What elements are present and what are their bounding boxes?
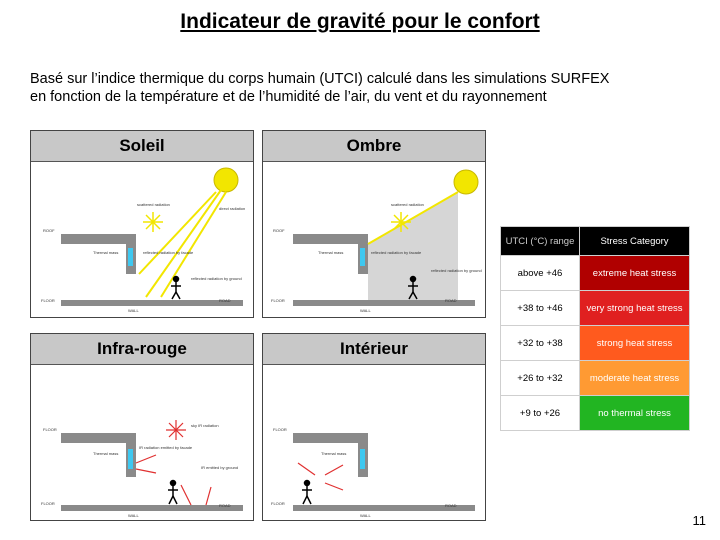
soleil-diagram [31,162,253,317]
label-wall: WALL [128,308,139,313]
panel-interieur-title: Intérieur [263,334,485,365]
label-direct: direct radiation [219,206,246,211]
label-thermal-mass: Thermal mass [318,250,344,255]
label-wall: WALL [360,513,371,518]
stress-range: +9 to +26 [501,396,580,431]
panel-infrarouge-title: Infra-rouge [31,334,253,365]
label-floor: FLOOR [41,501,55,506]
label-road: ROAD [445,298,457,303]
label-thermal-mass: Thermal mass [93,250,119,255]
utci-stress-table [500,226,690,431]
person-icon [168,481,178,505]
scatter-star-icon [143,212,163,232]
label-reflected-facade: reflected radiation by facade [371,250,422,255]
stress-row [501,396,690,431]
ground-slab [61,300,243,306]
page-number: 11 [692,513,706,528]
slide-subtitle [30,70,700,106]
stress-category: no thermal stress [580,396,690,431]
label-scattered: scattered radiation [137,202,170,207]
header-range: UTCI (°C) range [501,227,580,256]
window [128,248,133,266]
slide-title: Indicateur de gravité pour le confort [180,10,540,33]
ir-arrows-icon [298,463,343,490]
subtitle-line-1: Basé sur l’indice thermique du corps humain (UTCI) calculé dans les simulations SURFEX [30,71,610,87]
label-reflected-ground: reflected radiation by ground [431,268,482,273]
label-road: ROAD [219,503,231,508]
infrarouge-diagram [31,365,253,520]
sun-icon [454,170,478,194]
person-icon [302,481,312,505]
label-roof: ROOF [273,228,285,233]
stress-category: moderate heat stress [580,361,690,396]
stress-range: +32 to +38 [501,326,580,361]
label-floor-top: FLOOR [43,427,57,432]
label-wall: WALL [128,513,139,518]
label-ir-ground: IR emitted by ground [201,465,239,470]
panel-ombre [262,130,486,318]
label-roof: ROOF [43,228,55,233]
label-floor: FLOOR [271,298,285,303]
stress-table-header [501,227,690,256]
panel-soleil [30,130,254,318]
stress-row [501,326,690,361]
stress-category: strong heat stress [580,326,690,361]
roof-slab [61,234,136,244]
stress-range: +26 to +32 [501,361,580,396]
subtitle-line-2: en fonction de la température et de l’humidité de l’air, du vent et du rayonnement [30,89,547,105]
stress-row [501,291,690,326]
label-thermal-mass: Thermal mass [321,451,347,456]
stress-range: +38 to +46 [501,291,580,326]
panel-soleil-title: Soleil [31,131,253,162]
label-road: ROAD [445,503,457,508]
label-wall: WALL [360,308,371,313]
sun-icon [214,168,238,192]
label-floor: FLOOR [41,298,55,303]
ir-star-icon [166,420,186,440]
header-category: Stress Category [580,227,690,256]
label-road: ROAD [219,298,231,303]
label-scattered: scattered radiation [391,202,424,207]
label-reflected-ground: reflected radiation by ground [191,276,242,281]
label-sky-ir: sky IR radiation [191,423,219,428]
interieur-diagram [263,365,485,520]
label-reflected-facade: reflected radiation by facade [143,250,194,255]
label-floor-top: FLOOR [273,427,287,432]
panel-interieur [262,333,486,521]
scatter-star-icon [391,212,411,232]
label-floor: FLOOR [271,501,285,506]
panel-ombre-title: Ombre [263,131,485,162]
stress-category: very strong heat stress [580,291,690,326]
stress-row [501,256,690,291]
stress-category: extreme heat stress [580,256,690,291]
moon-icon [206,383,217,405]
ombre-diagram [263,162,485,317]
panel-infrarouge [30,333,254,521]
label-thermal-mass: Thermal mass [93,451,119,456]
label-ir-facade: IR radiation emitted by facade [139,445,193,450]
stress-row [501,361,690,396]
stress-range: above +46 [501,256,580,291]
